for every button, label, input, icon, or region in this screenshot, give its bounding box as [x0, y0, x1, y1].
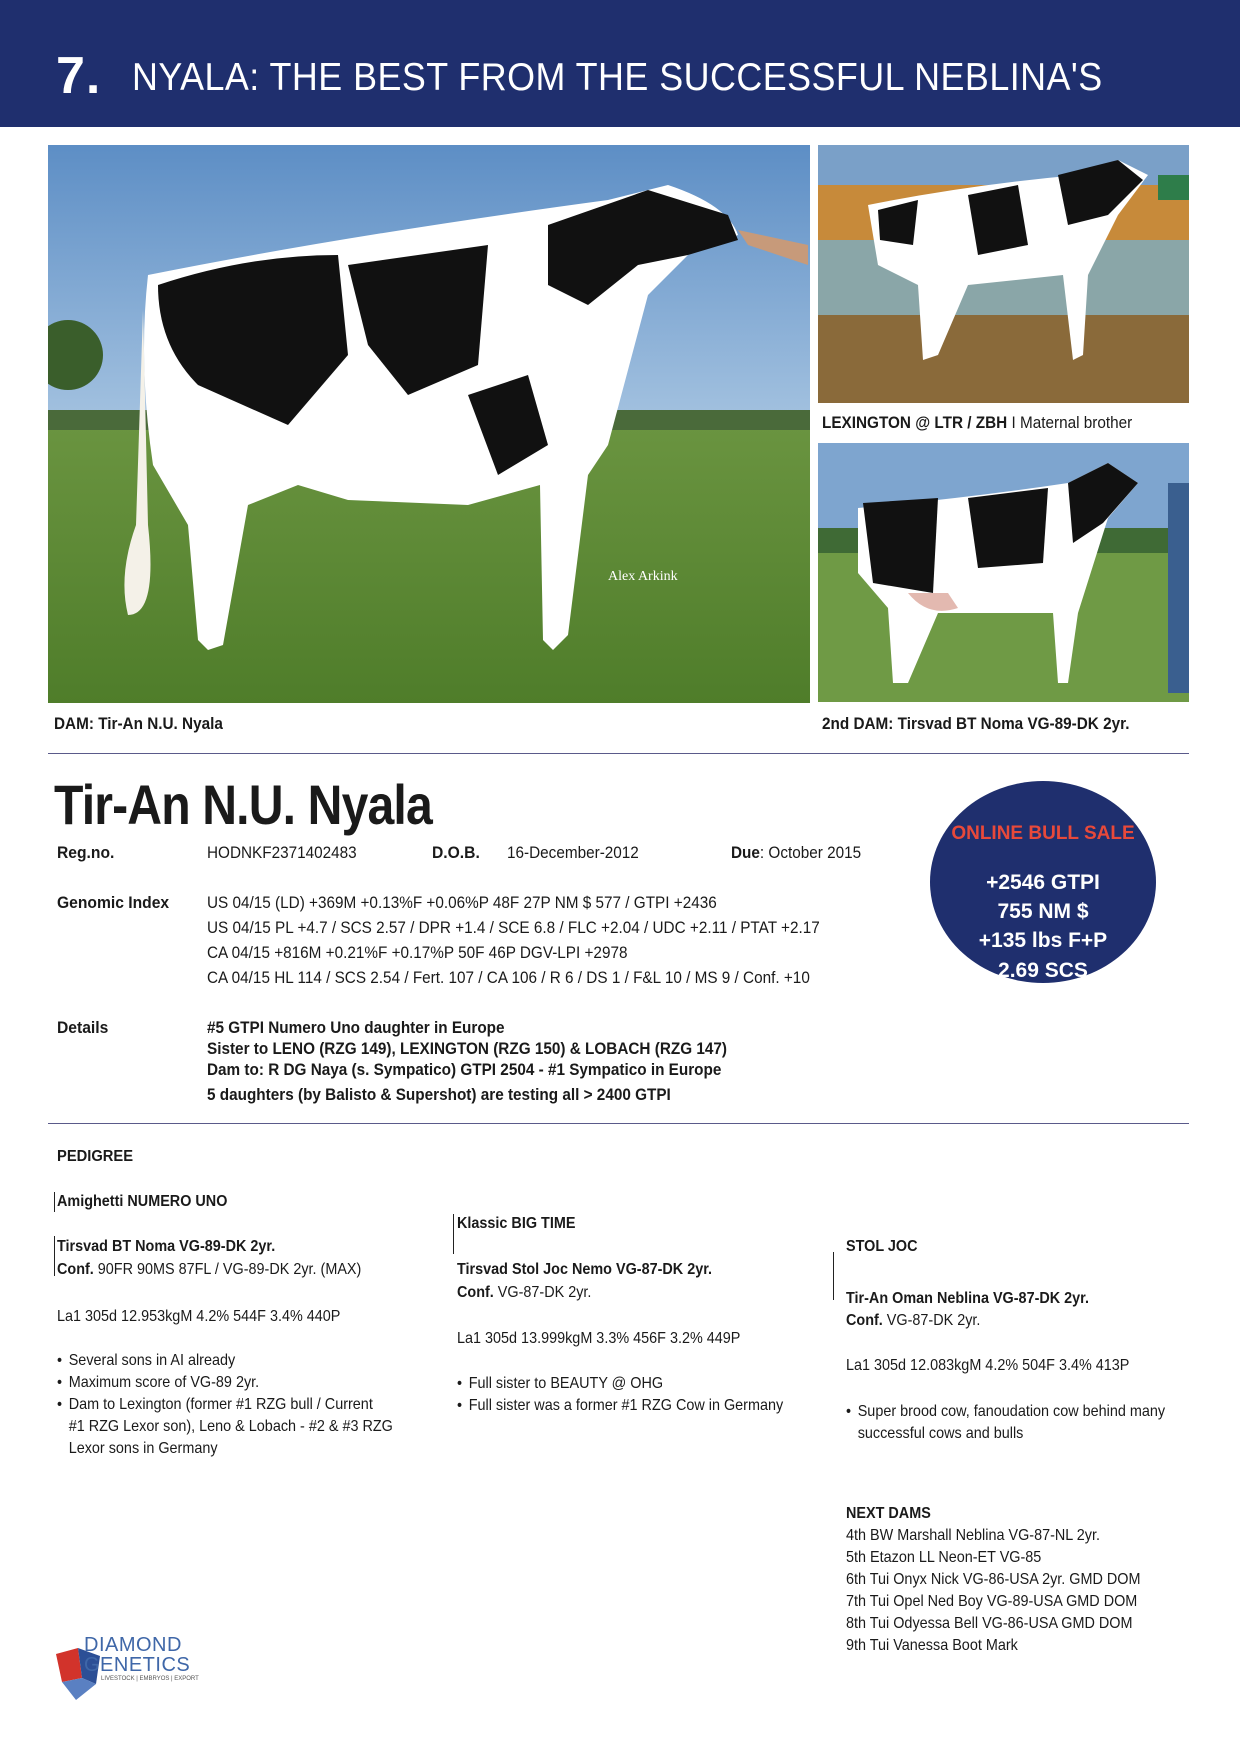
pedigree-bracket [453, 1214, 454, 1254]
divider-top [48, 753, 1189, 754]
col1-dam-name: Tirsvad BT Noma VG-89-DK 2yr. [57, 1238, 276, 1255]
col3-dam-name: Tir-An Oman Neblina VG-87-DK 2yr. [846, 1290, 1089, 1307]
col3-sire-name: STOL JOC [846, 1238, 918, 1255]
maternal-brother-caption [822, 413, 1132, 433]
col2-dam-name: Tirsvad Stol Joc Nemo VG-87-DK 2yr. [457, 1261, 713, 1278]
col1-conf [57, 1259, 361, 1281]
list-item-continued: #1 RZG Lexor son), Leno & Lobach - #2 & #3 RZG [68, 1418, 393, 1435]
section-number: 7. [56, 47, 102, 105]
pedigree-bracket [833, 1252, 834, 1300]
genomic-line: US 04/15 (LD) +369M +0.13%F +0.06%P 48F 27P NM $ 577 / GTPI +2436 [207, 893, 717, 912]
genomic-line: CA 04/15 HL 114 / SCS 2.54 / Fert. 107 / CA 106 / R 6 / DS 1 / F&L 10 / MS 9 / Conf. +10 [207, 968, 810, 987]
due-label: Due [731, 843, 760, 862]
next-dam-item: 5th Etazon LL Neon-ET VG-85 [846, 1549, 1042, 1566]
logo-tagline: LIVESTOCK | EMBRYOS | EXPORT [101, 1676, 199, 1682]
col1-conf-label: Conf. [57, 1261, 94, 1278]
badge-line: 755 NM $ [997, 900, 1089, 923]
col1-lactation: La1 305d 12.953kgM 4.2% 544F 3.4% 440P [57, 1308, 341, 1325]
details-line: #5 GTPI Numero Uno daughter in Europe [207, 1018, 505, 1037]
col2-sire [457, 1213, 575, 1235]
online-sale-badge [930, 781, 1156, 983]
col2-conf-label: Conf. [457, 1284, 494, 1301]
list-item-continued: successful cows and bulls [857, 1425, 1024, 1442]
col1-bullets [57, 1350, 393, 1460]
list-item: • Full sister to BEAUTY @ OHG [457, 1373, 783, 1395]
genomic-label: Genomic Index [57, 893, 170, 912]
details-line: Dam to: R DG Naya (s. Sympatico) GTPI 2504 - #1 Sympatico in Europe [207, 1060, 722, 1079]
col1-conf-value: 90FR 90MS 87FL / VG-89-DK 2yr. (MAX) [93, 1261, 362, 1278]
list-item: • Dam to Lexington (former #1 RZG bull / Current [57, 1394, 393, 1416]
divider-middle [48, 1123, 1189, 1124]
col3-lactation: La1 305d 12.083kgM 4.2% 504F 3.4% 413P [846, 1357, 1130, 1374]
col1-sire [57, 1191, 227, 1213]
next-dams-label: NEXT DAMS [846, 1505, 931, 1522]
main-photo-caption: DAM: Tir-An N.U. Nyala [54, 714, 223, 733]
dob-label: D.O.B. [432, 843, 480, 862]
next-dam-item: 4th BW Marshall Neblina VG-87-NL 2yr. [846, 1527, 1100, 1544]
list-item: • Maximum score of VG-89 2yr. [57, 1372, 393, 1394]
col2-sire-name: Klassic BIG TIME [457, 1215, 576, 1232]
list-item: • Super brood cow, fanoudation cow behind many [846, 1401, 1165, 1423]
logo-line1: DIAMOND [84, 1634, 182, 1656]
next-dam-item: 6th Tui Onyx Nick VG-86-USA 2yr. GMD DOM [846, 1571, 1141, 1588]
badge-line: +135 lbs F+P [978, 929, 1108, 952]
second-dam-photo [818, 443, 1189, 702]
col3-conf [846, 1310, 980, 1332]
col1-sire-name: Amighetti NUMERO UNO [57, 1193, 228, 1210]
details-label: Details [57, 1018, 109, 1037]
col3-conf-value: VG-87-DK 2yr. [882, 1312, 981, 1329]
page-header [0, 0, 1240, 127]
genomic-line: US 04/15 PL +4.7 / SCS 2.57 / DPR +1.4 / SCE 6.8 / FLC +2.04 / UDC +2.11 / PTAT +2.17 [207, 918, 820, 937]
list-item: • Several sons in AI already [57, 1350, 393, 1372]
details-line: 5 daughters (by Balisto & Supershot) are testing all > 2400 GTPI [207, 1085, 671, 1104]
next-dam-item: 8th Tui Odyessa Bell VG-86-USA GMD DOM [846, 1615, 1133, 1632]
col2-conf-value: VG-87-DK 2yr. [493, 1284, 592, 1301]
col1-dam [57, 1236, 275, 1258]
pedigree-bracket [54, 1192, 55, 1212]
pedigree-bracket [54, 1236, 55, 1276]
col2-conf [457, 1282, 591, 1304]
badge-title: ONLINE BULL SALE [951, 823, 1135, 844]
list-item: • Full sister was a former #1 RZG Cow in Germany [457, 1395, 783, 1417]
badge-line: +2546 GTPI [986, 871, 1100, 894]
list-item-continued: Lexor sons in Germany [68, 1440, 218, 1457]
due-value: : October 2015 [759, 843, 862, 862]
next-dam-item: 7th Tui Opel Ned Boy VG-89-USA GMD DOM [846, 1593, 1138, 1610]
maternal-brother-name: LEXINGTON @ LTR / ZBH [822, 413, 1008, 432]
maternal-brother-relation: I Maternal brother [1007, 413, 1133, 432]
second-dam-caption: 2nd DAM: Tirsvad BT Noma VG-89-DK 2yr. [822, 714, 1130, 733]
animal-name: Tir-An N.U. Nyala [54, 773, 432, 836]
col2-dam [457, 1259, 712, 1281]
col2-bullets [457, 1373, 783, 1417]
col2-lactation: La1 305d 13.999kgM 3.3% 456F 3.2% 449P [457, 1330, 741, 1347]
dob-value: 16-December-2012 [507, 843, 639, 862]
next-dams [846, 1503, 1140, 1657]
pedigree-label: PEDIGREE [57, 1148, 134, 1165]
col3-sire [846, 1236, 917, 1258]
col3-dam [846, 1288, 1089, 1310]
due-field [731, 843, 861, 863]
badge-line: 2.69 SCS [998, 959, 1088, 982]
regno-value: HODNKF2371402483 [207, 843, 357, 862]
logo-line2: GENETICS [84, 1654, 191, 1676]
page-title: NYALA: THE BEST FROM THE SUCCESSFUL NEBLINA'S [132, 56, 1103, 99]
maternal-brother-photo [818, 145, 1189, 403]
main-cow-photo [48, 145, 810, 703]
regno-label: Reg.no. [57, 843, 115, 862]
details-line: Sister to LENO (RZG 149), LEXINGTON (RZG 150) & LOBACH (RZG 147) [207, 1039, 727, 1058]
next-dam-item: 9th Tui Vanessa Boot Mark [846, 1637, 1018, 1654]
diamond-genetics-logo [56, 1632, 206, 1704]
col3-conf-label: Conf. [846, 1312, 883, 1329]
photo-credit: Alex Arkink [608, 569, 678, 584]
genomic-line: CA 04/15 +816M +0.21%F +0.17%P 50F 46P DGV-LPI +2978 [207, 943, 628, 962]
col3-bullets [846, 1401, 1165, 1445]
